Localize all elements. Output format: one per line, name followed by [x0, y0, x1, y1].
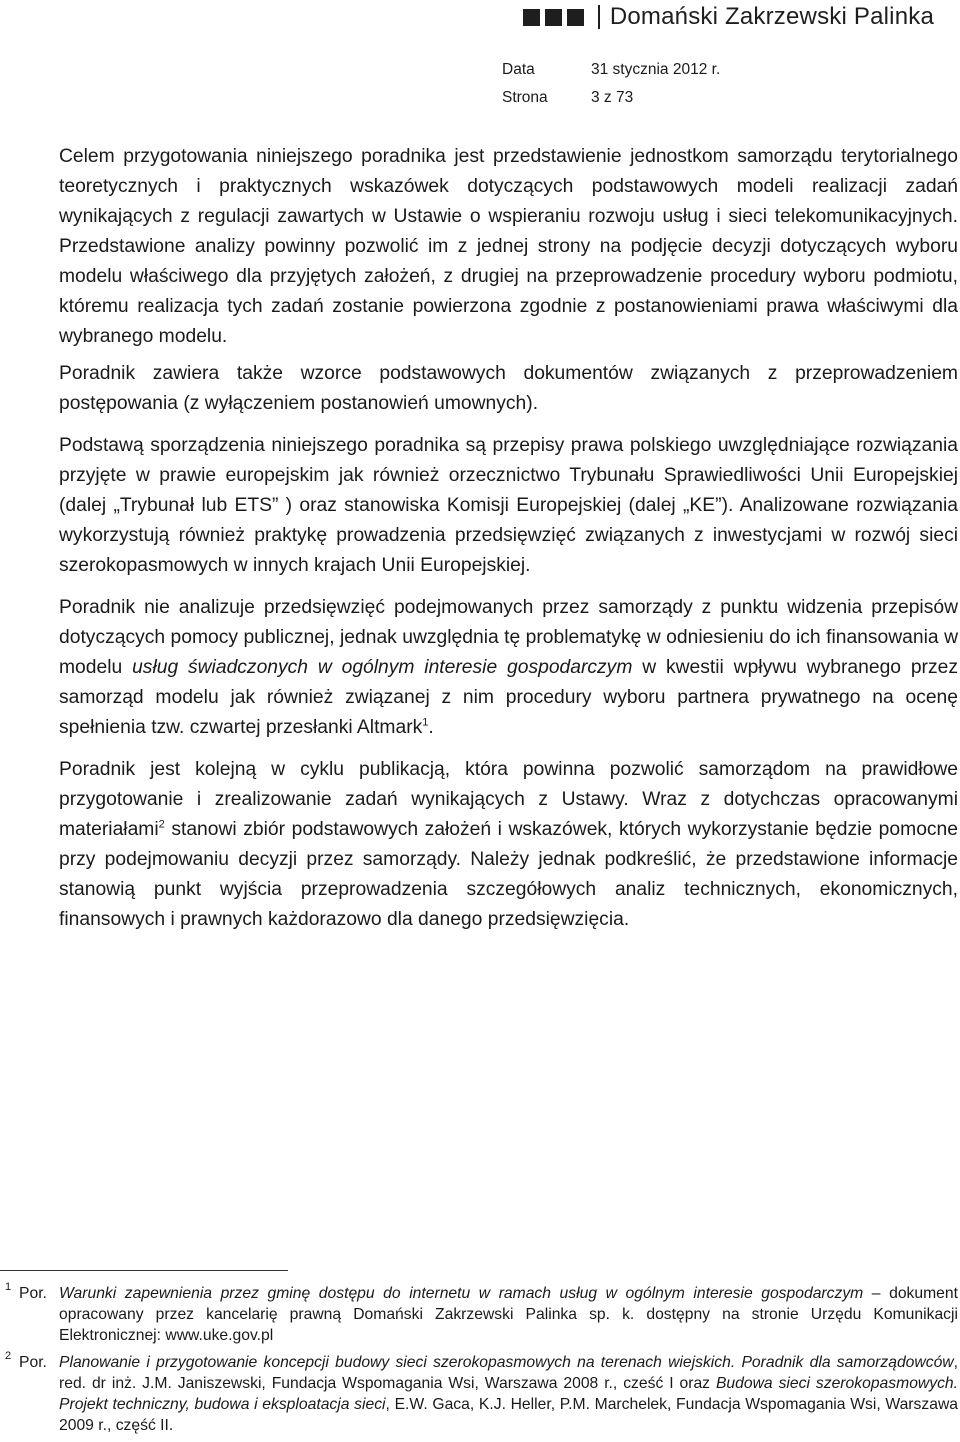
paragraph-4-italic: usług świadczonych w ogólnym interesie gospodarczym — [132, 657, 633, 678]
date-row — [502, 56, 720, 84]
footnote-ref-2[interactable]: 2 — [158, 818, 165, 831]
footnote-text-2: , E.W. Gaca, K.J. Heller, P.M. Marchelek, Fundacja Wspomagania Wsi, Warszawa 2009 r., część II. — [59, 1396, 958, 1434]
logo-square-icon — [545, 9, 562, 26]
logo-divider — [598, 5, 600, 29]
footnote-text: , red. dr inż. J.M. Janiszewski, Fundacja Wspomagania Wsi, Warszawa 2008 r., cześć I oraz — [59, 1354, 958, 1392]
logo-square-icon — [567, 9, 584, 26]
footnote-text: – dokument opracowany przez kancelarię prawną Domański Zakrzewski Palinka sp. k. dostępny na stronie Urzędu Komunikacji Elektronicznej: www.uke.gov.pl — [59, 1285, 958, 1344]
footnote-separator — [0, 1270, 288, 1271]
paragraph-4-part-a: Poradnik nie analizuje przedsięwzięć podejmowanych przez samorządy z punktu widzenia przepisów dotyczących pomocy publicznej, jednak uwzględnia tę problematykę w odniesieniu do ich finansowania w modelu — [59, 597, 958, 678]
footnote-ref-1[interactable]: 1 — [422, 716, 429, 729]
firm-name: Domański Zakrzewski Palinka — [609, 3, 934, 30]
footnote-title: Planowanie i przygotowanie koncepcji budowy sieci szerokopasmowych na terenach wiejskich. Poradnik dla samorządowców — [59, 1354, 954, 1371]
firm-logo — [523, 2, 934, 32]
paragraph-5 — [59, 755, 958, 935]
footnote-title: Warunki zapewnienia przez gminę dostępu do internetu w ramach usług w ogólnym interesie gospodarczym — [59, 1285, 864, 1302]
paragraph-4-end: . — [428, 717, 434, 738]
date-label: Data — [502, 61, 535, 78]
paragraph-5-part-b: stanowi zbiór podstawowych założeń i wskazówek, których wykorzystanie będzie pomocne przy podejmowaniu decyzji przez samorządy. Należy jednak podkreślić, że przedstawione informacje stanowią punkt wyjścia przeprowadzenia szczegółowych analiz technicznych, ekonomicznych, finansowych i prawnych każdorazowo dla danego przedsięwzięcia. — [59, 819, 958, 930]
page-number: 3 z 73 — [591, 89, 634, 106]
paragraph-3: Podstawą sporządzenia niniejszego poradnika są przepisy prawa polskiego uwzględniające rozwiązania przyjęte w prawie europejskim jak również orzecznictwo Trybunału Sprawiedliwości Unii Europejskiej (dalej „Trybunał lub ETS” ) oraz stanowiska Komisji Europejskiej (dalej „KE”). Analizowane rozwiązania wykorzystują również praktykę prowadzenia przedsięwzięć związanych z inwestycjami w rozwój sieci szerokopasmowych w innych krajach Unii Europejskiej. — [59, 435, 958, 576]
paragraph-2: Poradnik zawiera także wzorce podstawowych dokumentów związanych z przeprowadzeniem postępowania (z wyłączeniem postanowień umownych). — [59, 363, 958, 414]
paragraph-1-part-b: Przedstawione analizy powinny pozwolić im z jednej strony na podjęcie decyzji dotyczących wyboru modelu właściwego dla przyjętych założeń, z drugiej na przeprowadzenie procedury wyboru podmiotu, któremu realizacja tych zadań zostanie powierzona zgodnie z postanowieniami prawa właściwymi dla wybranego modelu. — [59, 236, 958, 347]
page-label: Strona — [502, 89, 548, 106]
paragraph-1 — [59, 142, 958, 352]
date-value: 31 stycznia 2012 r. — [591, 61, 721, 78]
footnote-number: 1 — [5, 1281, 12, 1293]
footnote-prefix: Por. — [19, 1354, 47, 1371]
paragraph-1-part-a: Celem przygotowania niniejszego poradnika jest przedstawienie jednostkom samorządu terytorialnego teoretycznych i praktycznych wskazówek dotyczących podstawowych modeli realizacji zadań wynikających z regulacji zawartych w Ustawie o wspieraniu rozwoju usług i sieci telekomunikacyjnych. — [59, 146, 958, 227]
logo-square-icon — [523, 9, 540, 26]
footnote-number: 2 — [5, 1350, 12, 1362]
document-body — [59, 142, 958, 947]
paragraph-4 — [59, 593, 958, 743]
footnotes — [0, 1283, 958, 1442]
footnote-1 — [0, 1283, 958, 1346]
document-meta — [502, 56, 720, 112]
page-row — [502, 84, 720, 112]
footnote-prefix: Por. — [19, 1285, 47, 1302]
footnote-2 — [0, 1352, 958, 1436]
paragraph-5-part-a: Poradnik jest kolejną w cyklu publikacją, która powinna pozwolić samorządom na prawidłowe przygotowanie i zrealizowanie zadań wynikających z Ustawy. Wraz z dotychczas opracowanymi materiałami — [59, 759, 958, 840]
footnote-title-2: Budowa sieci szerokopasmowych. Projekt techniczny, budowa i eksploatacja sieci — [59, 1375, 959, 1413]
paragraph-4-part-b: w kwestii wpływu wybranego przez samorząd modelu jak również związanej z nim procedury wyboru partnera prywatnego na ocenę spełnienia tzw. czwartej przesłanki Altmark — [59, 657, 958, 738]
